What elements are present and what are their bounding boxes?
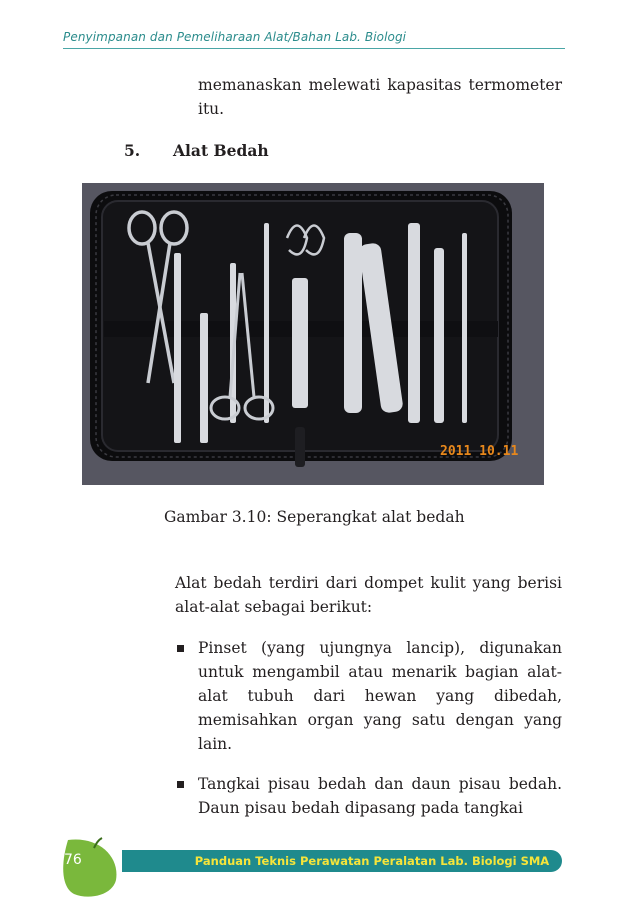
footer-banner bbox=[122, 850, 562, 872]
bullet-marker bbox=[177, 781, 184, 788]
photo-date-stamp: 2011 10.11 bbox=[440, 444, 519, 459]
intro-paragraph: Alat bedah terdiri dari dompet kulit yang berisi alat-alat sebagai berikut: bbox=[175, 574, 562, 616]
running-header: Penyimpanan dan Pemeliharaan Alat/Bahan Lab. Biologi bbox=[63, 30, 407, 44]
section-number: 5. bbox=[124, 141, 141, 160]
page-number: 76 bbox=[64, 852, 82, 868]
continuation-paragraph: memanaskan melewati kapasitas termometer itu. bbox=[198, 76, 562, 118]
leaf-icon bbox=[58, 836, 122, 900]
surgical-kit-photo bbox=[82, 183, 544, 485]
bullet-item: Tangkai pisau bedah dan daun pisau bedah. Daun pisau bedah dipasang pada tangkai bbox=[198, 775, 562, 817]
bullet-item: Pinset (yang ujungnya lancip), digunakan untuk mengambil atau menarik bagian alat-alat tubuh dari hewan yang dibedah, memisahkan organ yang satu dengan yang lain. bbox=[198, 639, 562, 753]
bullet-marker bbox=[177, 645, 184, 652]
header-rule bbox=[63, 48, 565, 49]
section-title: Alat Bedah bbox=[173, 141, 269, 160]
figure-caption: Gambar 3.10: Seperangkat alat bedah bbox=[164, 508, 465, 526]
footer-book-title: Panduan Teknis Perawatan Peralatan Lab. Biologi SMA bbox=[194, 854, 550, 868]
